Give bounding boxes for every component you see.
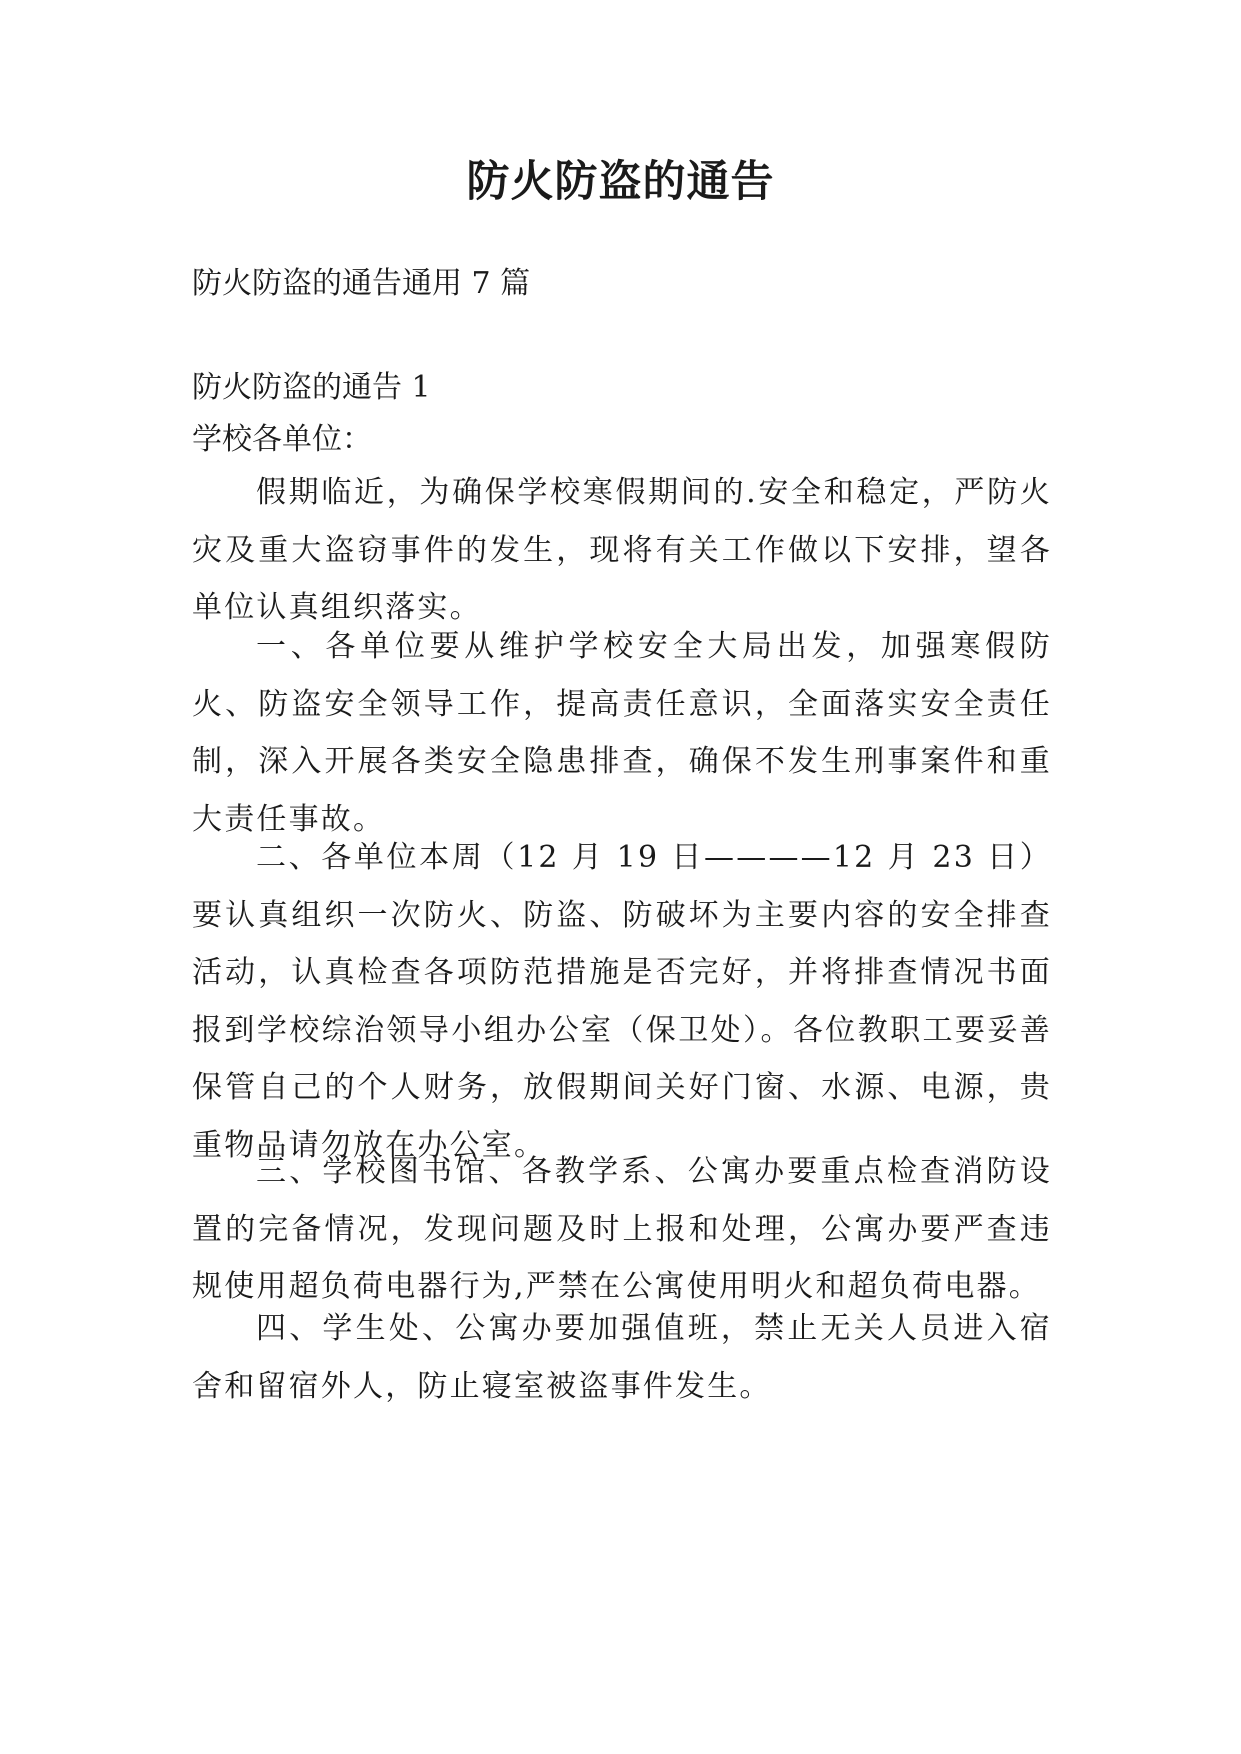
paragraph-item-4: 四、学生处、公寓办要加强值班，禁止无关人员进入宿舍和留宿外人，防止寝室被盗事件发生。	[192, 1311, 1052, 1404]
paragraph-item-3: 三、学校图书馆、各教学系、公寓办要重点检查消防设置的完备情况，发现问题及时上报和处理，公寓办要严查违规使用超负荷电器行为,严禁在公寓使用明火和超负荷电器。	[192, 1154, 1052, 1304]
salutation: 学校各单位：	[192, 422, 372, 457]
paragraph-item-2: 二、各单位本周（12 月 19 日————12 月 23 日）要认真组织一次防火、防盗、防破坏为主要内容的安全排查活动，认真检查各项防范措施是否完好，并将排查情况书面报到学校综治领导小组办公室（保卫处）。各位教职工要妥善保管自己的个人财务，放假期间关好门窗、水源、电源，贵重物品请勿放在办公室。	[192, 840, 1052, 1163]
section-heading: 防火防盗的通告 1	[192, 370, 431, 405]
document-title: 防火防盗的通告	[466, 157, 775, 207]
paragraph-item-1: 一、各单位要从维护学校安全大局出发，加强寒假防火、防盗安全领导工作，提高责任意识，全面落实安全责任制，深入开展各类安全隐患排查，确保不发生刑事案件和重大责任事故。	[192, 629, 1052, 837]
document-subtitle: 防火防盗的通告通用 7 篇	[192, 266, 531, 301]
paragraph-intro: 假期临近，为确保学校寒假期间的.安全和稳定，严防火灾及重大盗窃事件的发生，现将有关工作做以下安排，望各单位认真组织落实。	[192, 475, 1052, 625]
